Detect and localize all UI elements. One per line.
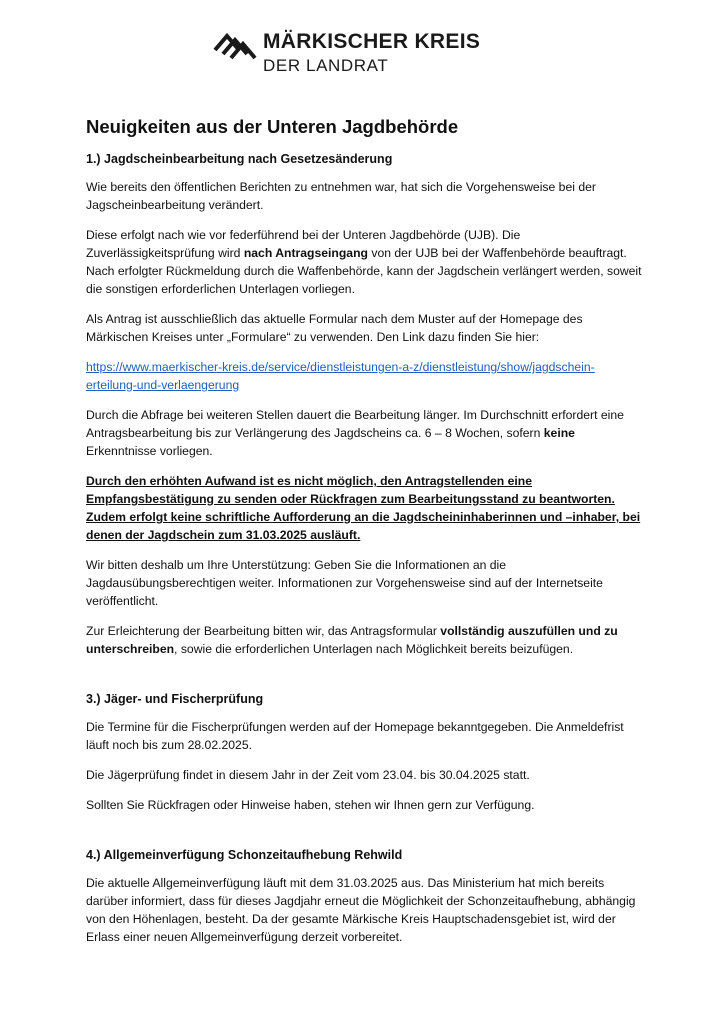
s3-paragraph-1: Die Termine für die Fischerprüfungen werden auf der Homepage bekanntgegeben. Die Anmeldefrist läuft noch bis zum 28.02.2025. (86, 720, 624, 752)
s1-paragraph-3: Als Antrag ist ausschließlich das aktuelle Formular nach dem Muster auf der Homepage des Märkischen Kreises unter „Formulare“ zu verwenden. Den Link dazu finden Sie hier: (86, 312, 583, 344)
s1-paragraph-1: Wie bereits den öffentlichen Berichten zu entnehmen war, hat sich die Vorgehensweise bei der Jagscheinbearbeitung verändert. (86, 180, 596, 212)
org-name: MÄRKISCHER KREIS (263, 30, 481, 53)
s4-paragraph-1: Die aktuelle Allgemeinverfügung läuft mit dem 31.03.2025 aus. Das Ministerium hat mich bereits darüber informiert, dass für dieses Jagdjahr erneut die Möglichkeit der Schonzeitaufhebung, abhängig von den Höhenlagen, besteht. Da der gesamte Märkische Kreis Hauptschadensgebiet ist, wird der Erlass einer neuen Allgemeinverfügung derzeit vorbereitet. (86, 876, 636, 944)
s1-paragraph-7: Zur Erleichterung der Bearbeitung bitten wir, das Antragsformular vollständig auszufüllen und zu unterschreiben, sowie die erforderlichen Unterlagen nach Möglichkeit bereits beizufügen. (86, 624, 618, 656)
section-1-heading: 1.) Jagdscheinbearbeitung nach Gesetzesänderung (86, 152, 393, 166)
jagdschein-link[interactable]: https://www.maerkischer-kreis.de/service/dienstleistungen-a-z/dienstleistung/show/jagdschein-erteilung-und-verlaengerung (86, 360, 595, 392)
s1-paragraph-6: Wir bitten deshalb um Ihre Unterstützung: Geben Sie die Informationen an die Jagdausübungsberechtigen weiter. Informationen zur Vorgehensweise sind auf der Internetseite veröffentlicht. (86, 558, 603, 608)
org-subtitle: DER LANDRAT (263, 56, 389, 75)
s1-paragraph-2: Diese erfolgt nach wie vor federführend bei der Unteren Jagdbehörde (UJB). Die Zuverlässigkeitsprüfung wird nach Antragseingang von der UJB bei der Waffenbehörde beauftragt. Nach erfolgter Rückmeldung durch die Waffenbehörde, kann der Jagdschein verlängert werden, soweit die sonstigen erforderlichen Unterlagen vorliegen. (86, 228, 642, 296)
page-title: Neuigkeiten aus der Unteren Jagdbehörde (86, 116, 459, 137)
s3-paragraph-3: Sollten Sie Rückfragen oder Hinweise haben, stehen wir Ihnen gern zur Verfügung. (86, 798, 535, 812)
section-3-heading: 3.) Jäger- und Fischerprüfung (86, 692, 264, 706)
document-body (86, 116, 642, 958)
s1-link-paragraph (86, 358, 642, 394)
logo-mark-icon (213, 30, 257, 62)
org-logo (213, 28, 481, 80)
section-4-heading: 4.) Allgemeinverfügung Schonzeitaufhebung Rehwild (86, 848, 403, 862)
s1-paragraph-4: Durch die Abfrage bei weiteren Stellen dauert die Bearbeitung länger. Im Durchschnitt erfordert eine Antragsbearbeitung bis zur Verlängerung des Jagdscheins ca. 6 – 8 Wochen, sofern keine Erkenntnisse vorliegen. (86, 408, 624, 458)
s1-notice-paragraph: Durch den erhöhten Aufwand ist es nicht möglich, den Antragstellenden eine Empfangsbestätigung zu senden oder Rückfragen zum Bearbeitungsstand zu beantworten. Zudem erfolgt keine schriftliche Aufforderung an die Jagdscheininhaberinnen und –inhaber, bei denen der Jagdschein zum 31.03.2025 ausläuft. (86, 474, 641, 542)
s3-paragraph-2: Die Jägerprüfung findet in diesem Jahr in der Zeit vom 23.04. bis 30.04.2025 statt. (86, 768, 530, 782)
